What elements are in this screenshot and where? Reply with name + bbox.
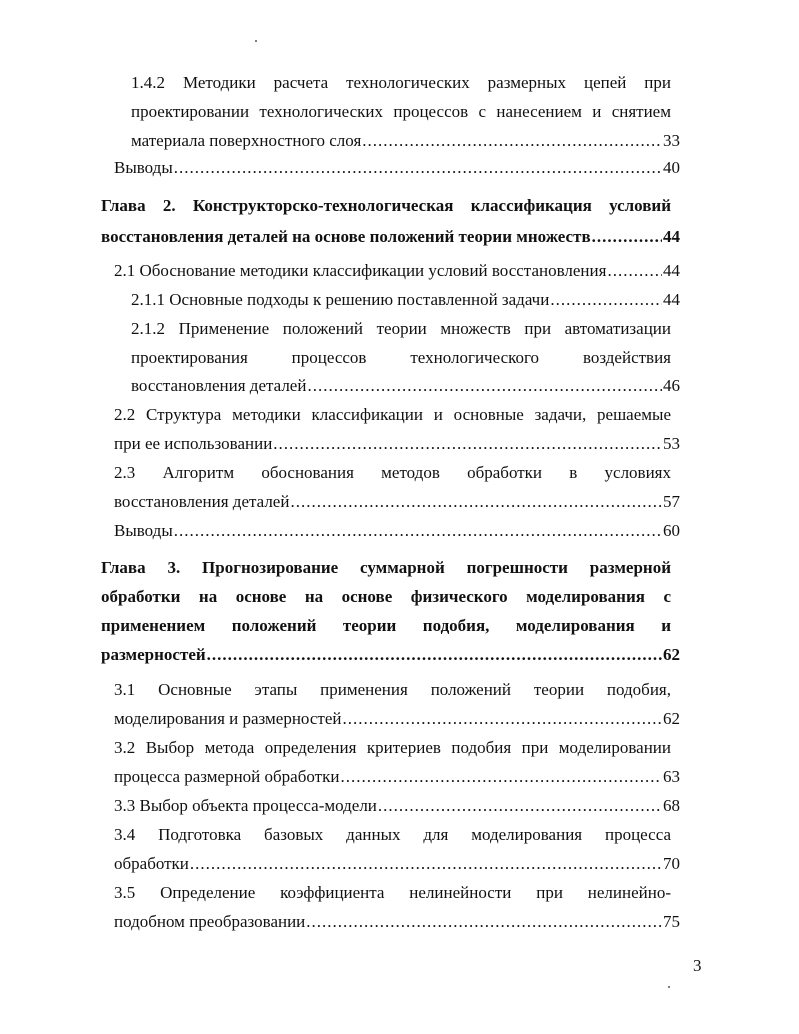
toc-chapter-3-page: 62 [663, 645, 680, 664]
dot-leader [342, 708, 662, 730]
page-number: 3 [693, 956, 702, 975]
scan-speck [255, 40, 257, 42]
toc-2-3-text: восстановления деталей [114, 492, 290, 511]
dot-leader [174, 520, 662, 542]
toc-3-4-text: обработки [114, 854, 189, 873]
dot-leader [592, 226, 662, 248]
dot-leader [306, 911, 662, 933]
toc-3-5-line1: 3.5 Определение коэффициента нелинейности при нелинейно- [114, 883, 671, 902]
toc-3-5-text: подобном преобразовании [114, 912, 306, 931]
toc-3-2-line1: 3.2 Выбор метода определения критериев подобия при моделировании [114, 738, 671, 757]
toc-chapter-2-line1: Глава 2. Конструкторско-технологическая классификация условий [101, 196, 671, 215]
dot-leader [307, 375, 662, 397]
dot-leader [290, 491, 662, 513]
toc-3-2-line2 [114, 766, 680, 788]
toc-2-3-line1: 2.3 Алгоритм обоснования методов обработки в условиях [114, 463, 671, 482]
toc-chapter-3-text: размерностей [101, 645, 206, 664]
toc-ch1-conclusions-page: 40 [663, 158, 680, 177]
dot-leader [362, 130, 662, 152]
scan-speck [668, 986, 670, 988]
toc-3-2-page: 63 [663, 767, 680, 786]
toc-2-1-2-text: восстановления деталей [131, 376, 307, 395]
toc-3-3 [114, 795, 680, 817]
toc-chapter-3-line1: Глава 3. Прогнозирование суммарной погрешности размерной [101, 558, 671, 577]
toc-2-3-line2 [114, 491, 680, 513]
toc-3-1-text: моделирования и размерностей [114, 709, 342, 728]
dot-leader [190, 853, 662, 875]
toc-2-1-2-line2: проектирования процессов технологического воздействия [131, 348, 671, 367]
toc-3-4-line2 [114, 853, 680, 875]
toc-chapter-3-line2: обработки на основе на основе физического моделирования с [101, 587, 671, 606]
toc-chapter-3-line4 [101, 644, 680, 666]
toc-3-1-line2 [114, 708, 680, 730]
toc-3-3-text: 3.3 Выбор объекта процесса-модели [114, 796, 377, 815]
toc-2-1-text: 2.1 Обоснование методики классификации условий восстановления [114, 261, 607, 280]
toc-1-4-2-line2: проектировании технологических процессов с нанесением и снятием [131, 102, 671, 121]
toc-3-4-page: 70 [663, 854, 680, 873]
dot-leader [340, 766, 662, 788]
toc-3-2-text: процесса размерной обработки [114, 767, 340, 786]
toc-1-4-2-page: 33 [663, 131, 680, 150]
toc-2-1-page: 44 [663, 261, 680, 280]
toc-ch1-conclusions [114, 157, 680, 179]
dot-leader [207, 644, 662, 666]
toc-2-1 [114, 260, 680, 282]
toc-2-1-2-line3 [131, 375, 680, 397]
dot-leader [273, 433, 662, 455]
dot-leader [174, 157, 662, 179]
toc-2-2-line1: 2.2 Структура методики классификации и основные задачи, решаемые [114, 405, 671, 424]
toc-ch1-conclusions-text: Выводы [114, 158, 173, 177]
toc-2-3-page: 57 [663, 492, 680, 511]
dot-leader [378, 795, 662, 817]
toc-3-3-page: 68 [663, 796, 680, 815]
toc-chapter-2-page: 44 [663, 227, 680, 246]
toc-2-2-text: при ее использовании [114, 434, 273, 453]
toc-2-1-2-line1: 2.1.2 Применение положений теории множеств при автоматизации [131, 319, 671, 338]
toc-3-4-line1: 3.4 Подготовка базовых данных для моделирования процесса [114, 825, 671, 844]
dot-leader [550, 289, 662, 311]
toc-ch2-conclusions-page: 60 [663, 521, 680, 540]
toc-2-1-1-page: 44 [663, 290, 680, 309]
toc-3-1-page: 62 [663, 709, 680, 728]
toc-ch2-conclusions-text: Выводы [114, 521, 173, 540]
toc-2-2-page: 53 [663, 434, 680, 453]
toc-1-4-2-text: материала поверхностного слоя [131, 131, 362, 150]
toc-chapter-3-line3: применением положений теории подобия, моделирования и [101, 616, 671, 635]
toc-1-4-2-line3 [131, 130, 680, 152]
toc-2-1-2-page: 46 [663, 376, 680, 395]
toc-chapter-2-text: восстановления деталей на основе положений теории множеств [101, 227, 591, 246]
toc-3-1-line1: 3.1 Основные этапы применения положений теории подобия, [114, 680, 671, 699]
toc-2-1-1 [131, 289, 680, 311]
toc-2-1-1-text: 2.1.1 Основные подходы к решению поставленной задачи [131, 290, 550, 309]
toc-ch2-conclusions [114, 520, 680, 542]
toc-3-5-page: 75 [663, 912, 680, 931]
toc-1-4-2-line1: 1.4.2 Методики расчета технологических размерных цепей при [131, 73, 671, 92]
dot-leader [607, 260, 662, 282]
toc-chapter-2-line2 [101, 226, 680, 248]
toc-3-5-line2 [114, 911, 680, 933]
toc-2-2-line2 [114, 433, 680, 455]
